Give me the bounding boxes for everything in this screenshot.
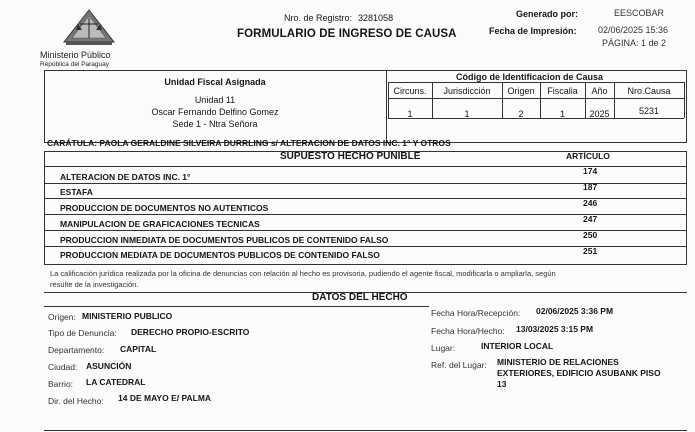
hecho-punible-title: SUPUESTO HECHO PUNIBLE — [280, 151, 421, 162]
codigo-title: Código de Identificacion de Causa — [456, 72, 604, 82]
origen-label: Origen: — [48, 312, 76, 322]
generado-label: Generado por: — [516, 9, 579, 19]
dir-hecho-label: Dir. del Hecho: — [48, 396, 104, 406]
ref-lugar-line3: 13 — [497, 379, 507, 389]
hecho-row-articulo: 247 — [583, 214, 598, 224]
page-number: PÁGINA: 1 de 2 — [602, 38, 667, 48]
ministerio-publico-seal-icon — [56, 8, 122, 48]
codigo-col-line — [684, 82, 685, 118]
calificacion-note-line1: La calificación jurídica realizada por la oficina de denuncias con relación al hecho es provisoria, pudiendo el agente fiscal, modificarla o ampliarla, según — [50, 269, 556, 278]
calificacion-note — [50, 268, 556, 290]
datos-title: DATOS DEL HECHO — [312, 292, 408, 303]
box-top-border — [44, 70, 687, 71]
tipo-denuncia-label: Tipo de Denuncia: — [48, 328, 117, 338]
hecho-row-articulo: 251 — [583, 246, 598, 256]
codigo-header-origen: Origen — [507, 86, 535, 96]
institution-name — [40, 50, 111, 70]
bottom-border — [44, 430, 687, 431]
box-divider — [386, 70, 387, 142]
lugar-value: INTERIOR LOCAL — [481, 341, 554, 351]
fiscal-name: Oscar Fernando Delfino Gomez — [151, 107, 279, 117]
ciudad-value: ASUNCIÓN — [86, 361, 132, 371]
unidad-number: Unidad 11 — [194, 95, 236, 105]
hecho-row-desc: PRODUCCION DE DOCUMENTOS NO AUTENTICOS — [60, 203, 269, 213]
codigo-value-jurisdiccion: 1 — [464, 109, 470, 119]
ref-lugar-line1: MINISTERIO DE RELACIONES — [497, 357, 619, 367]
ref-lugar-line2: EXTERIORES, EDIFICIO ASUBANK PISO — [497, 368, 661, 378]
departamento-value: CAPITAL — [120, 344, 157, 354]
dir-hecho-value: 14 DE MAYO E/ PALMA — [118, 393, 212, 403]
registro-label: Nro. de Registro: — [284, 13, 353, 23]
box-right-border — [686, 70, 687, 142]
codigo-value-circuns: 1 — [407, 109, 413, 119]
barrio-value: LA CATEDRAL — [86, 377, 146, 387]
ciudad-label: Ciudad: — [48, 362, 78, 372]
hecho-right-border — [686, 151, 687, 265]
caratula: CARÁTULA: PAOLA GERALDINE SILVEIRA DURRLING s/ ALTERACION DE DATOS INC. 1° Y OTROS — [47, 138, 451, 148]
institution-name-text: Ministerio Público — [40, 50, 111, 60]
codigo-header-anio: Año — [591, 86, 608, 96]
generado-value: EESCOBAR — [614, 8, 665, 18]
departamento-label: Departamento: — [48, 345, 105, 355]
hecho-row-desc: MANIPULACION DE GRAFICACIONES TECNICAS — [60, 219, 260, 229]
codigo-value-anio: 2025 — [589, 109, 610, 119]
ref-lugar-value — [497, 357, 661, 390]
hecho-row-articulo: 187 — [583, 182, 598, 192]
codigo-header-jurisdiccion: Jurisdicción — [443, 86, 491, 96]
fecha-impresion-label: Fecha de Impresión: — [489, 26, 577, 36]
box-left-border — [44, 70, 45, 142]
hecho-row-articulo: 250 — [583, 230, 598, 240]
origen-value: MINISTERIO PUBLICO — [82, 311, 173, 321]
hecho-row-articulo: 174 — [583, 166, 598, 176]
codigo-header-fiscalia: Fiscalia — [547, 86, 578, 96]
articulo-header: ARTÍCULO — [566, 151, 610, 161]
fecha-hecho-label: Fecha Hora/Hecho: — [431, 326, 505, 336]
datos-title-underline — [44, 306, 429, 307]
barrio-label: Barrio: — [48, 379, 74, 389]
codigo-header-circuns: Circuns. — [393, 86, 427, 96]
hecho-row-line — [44, 264, 687, 265]
codigo-value-origen: 2 — [518, 109, 524, 119]
hecho-left-border — [44, 151, 45, 265]
hecho-row-articulo: 246 — [583, 198, 598, 208]
fecha-impresion-value: 02/06/2025 15:36 — [598, 25, 669, 35]
codigo-value-fiscalia: 1 — [559, 109, 565, 119]
institution-subtitle: República del Paraguay — [40, 61, 110, 68]
registro-number — [284, 13, 393, 23]
hecho-row-desc: ESTAFA — [60, 187, 93, 197]
calificacion-note-line2: resulte de la investigación. — [50, 280, 139, 289]
tipo-denuncia-value: DERECHO PROPIO-ESCRITO — [131, 327, 250, 337]
unidad-fiscal-block — [46, 76, 384, 130]
fecha-hecho-value: 13/03/2025 3:15 PM — [516, 324, 594, 334]
hecho-row-desc: ALTERACION DE DATOS INC. 1° — [60, 172, 191, 182]
recepcion-label: Fecha Hora/Recepción: — [431, 308, 521, 318]
hecho-row-desc: PRODUCCION MEDIATA DE DOCUMENTOS PUBLICOS DE CONTENIDO FALSO — [60, 250, 380, 260]
lugar-label: Lugar: — [431, 343, 456, 353]
codigo-value-nro-causa: 5231 — [638, 106, 660, 116]
sede-name: Sede 1 - Ntra Señora — [172, 119, 258, 129]
ref-lugar-label: Ref. del Lugar: — [431, 360, 487, 370]
codigo-header-nro-causa: Nro.Causa — [627, 86, 671, 96]
registro-value: 3281058 — [358, 13, 394, 23]
unidad-title: Unidad Fiscal Asignada — [164, 77, 266, 87]
recepcion-value: 02/06/2025 3:36 PM — [536, 306, 614, 316]
page-title: FORMULARIO DE INGRESO DE CAUSA — [237, 28, 457, 40]
hecho-row-desc: PRODUCCION INMEDIATA DE DOCUMENTOS PUBLICOS DE CONTENIDO FALSO — [60, 235, 389, 245]
